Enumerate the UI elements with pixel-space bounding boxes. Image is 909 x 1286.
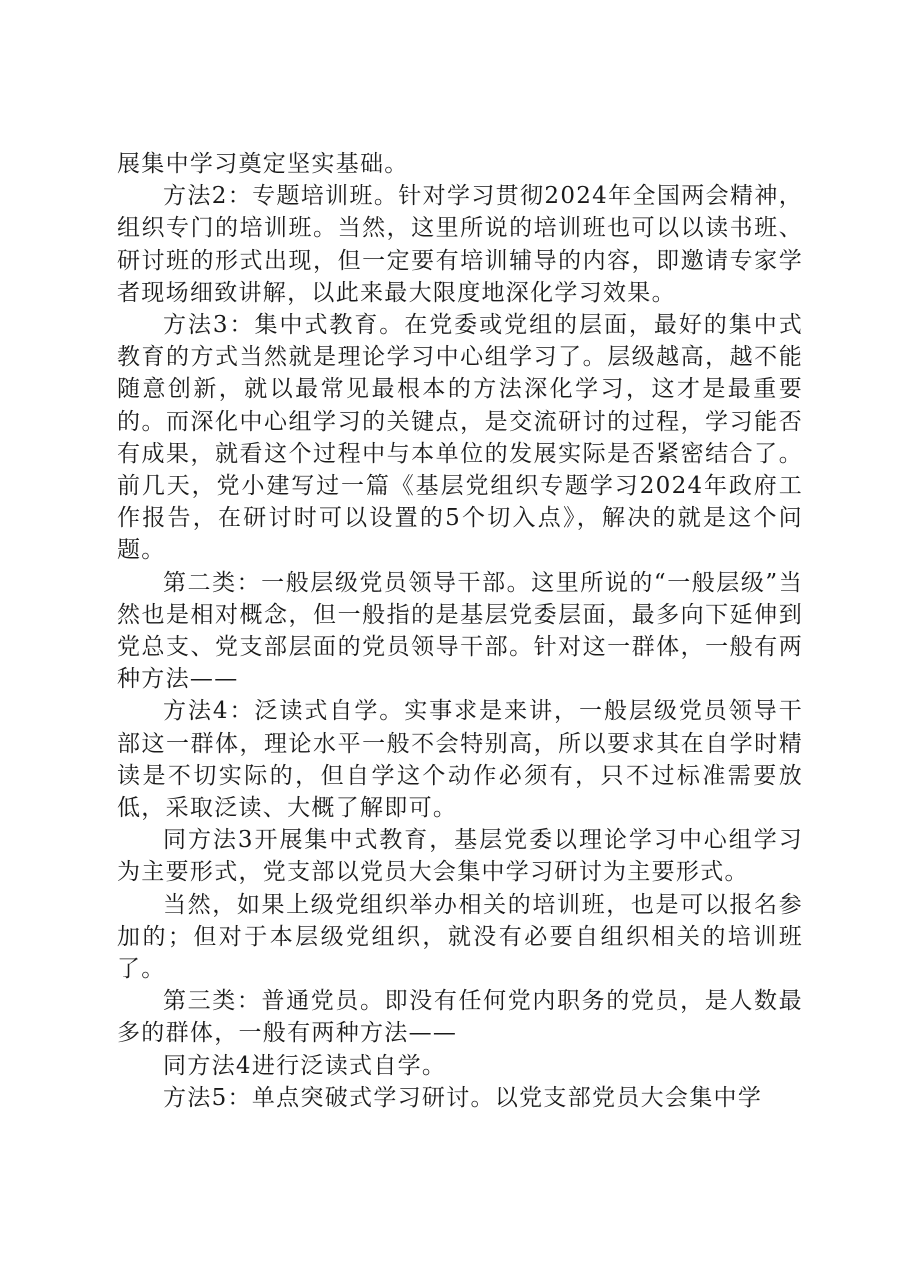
paragraph-category-3: 第三类：普通党员。即没有任何党内职务的党员，是人数最多的群体，一般有两种方法—— [117, 988, 803, 1047]
paragraph-category-2: 第二类：一般层级党员领导干部。这里所说的“一般层级”当然也是相对概念，但一般指的是基层党委层面，最多向下延伸到党总支、党支部层面的党员领导干部。针对这一群体，一般有两种方法—— [117, 569, 803, 693]
paragraph-method-3: 方法3：集中式教育。在党委或党组的层面，最好的集中式教育的方式当然就是理论学习中心组学习了。层级越高，越不能随意创新，就以最常见最根本的方法深化学习，这才是最重要的。而深化中心组学习的关键点，是交流研讨的过程，学习能否有成果，就看这个过程中与本单位的发展实际是否紧密结合了。前几天，党小建写过一篇《基层党组织专题学习2024年政府工作报告，在研讨时可以设置的5个切入点》，解决的就是这个问题。 [117, 312, 803, 564]
paragraph-method-2: 方法2：专题培训班。针对学习贯彻2024年全国两会精神，组织专门的培训班。当然，这里所说的培训班也可以以读书班、研讨班的形式出现，但一定要有培训辅导的内容，即邀请专家学者现场细致讲解，以此来最大限度地深化学习效果。 [117, 183, 803, 306]
paragraph-same-method-3: 同方法3开展集中式教育，基层党委以理论学习中心组学习为主要形式，党支部以党员大会集中学习研讨为主要形式。 [117, 827, 803, 886]
paragraph-method-4: 方法4：泛读式自学。实事求是来讲，一般层级党员领导干部这一群体，理论水平一般不会特别高，所以要求其在自学时精读是不切实际的，但自学这个动作必须有，只不过标准需要放低，采取泛读、大概了解即可。 [117, 698, 803, 822]
paragraph-continuation: 展集中学习奠定坚实基础。 [117, 151, 409, 177]
paragraph-same-method-4: 同方法4进行泛读式自学。 [163, 1052, 447, 1079]
document-body [117, 148, 803, 1114]
paragraph-method-5: 方法5：单点突破式学习研讨。以党支部党员大会集中学 [163, 1084, 763, 1111]
paragraph-training-note: 当然，如果上级党组织举办相关的培训班，也是可以报名参加的；但对于本层级党组织，就没有必要自组织相关的培训班了。 [117, 891, 803, 983]
